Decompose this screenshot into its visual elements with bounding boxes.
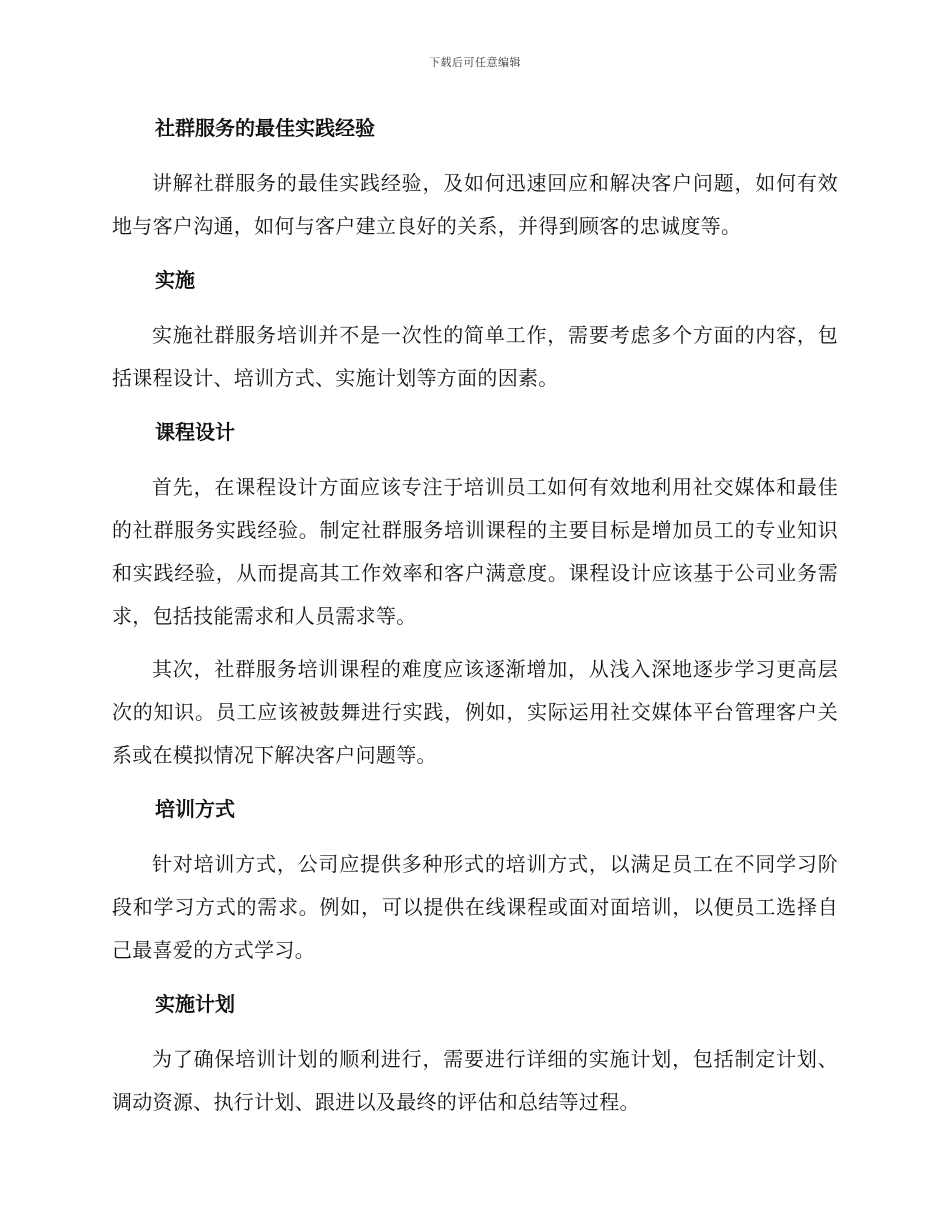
section-heading-best-practices: 社群服务的最佳实践经验 <box>155 116 375 140</box>
document-body <box>112 108 838 1124</box>
section-heading-implementation-plan: 实施计划 <box>155 992 235 1016</box>
paragraph: 实施社群服务培训并不是一次性的简单工作，需要考虑多个方面的内容，包括课程设计、培训方式、实施计划等方面的因素。 <box>112 323 838 390</box>
section-heading-training-methods: 培训方式 <box>155 797 235 821</box>
paragraph: 讲解社群服务的最佳实践经验，及如何迅速回应和解决客户问题，如何有效地与客户沟通，如何与客户建立良好的关系，并得到顾客的忠诚度等。 <box>112 171 838 238</box>
paragraph: 首先，在课程设计方面应该专注于培训员工如何有效地利用社交媒体和最佳的社群服务实践经验。制定社群服务培训课程的主要目标是增加员工的专业知识和实践经验，从而提高其工作效率和客户满意度。课程设计应该基于公司业务需求，包括技能需求和人员需求等。 <box>112 475 838 628</box>
paragraph: 为了确保培训计划的顺利进行，需要进行详细的实施计划，包括制定计划、调动资源、执行计划、跟进以及最终的评估和总结等过程。 <box>112 1047 838 1114</box>
section-heading-implementation: 实施 <box>155 268 195 292</box>
paragraph: 针对培训方式，公司应提供多种形式的培训方式，以满足员工在不同学习阶段和学习方式的需求。例如，可以提供在线课程或面对面培训，以便员工选择自己最喜爱的方式学习。 <box>112 852 838 962</box>
page-header-note: 下载后可任意编辑 <box>429 56 521 69</box>
section-heading-course-design: 课程设计 <box>155 420 235 444</box>
paragraph: 其次，社群服务培训课程的难度应该逐渐增加，从浅入深地逐步学习更高层次的知识。员工应该被鼓舞进行实践，例如，实际运用社交媒体平台管理客户关系或在模拟情况下解决客户问题等。 <box>112 657 838 767</box>
